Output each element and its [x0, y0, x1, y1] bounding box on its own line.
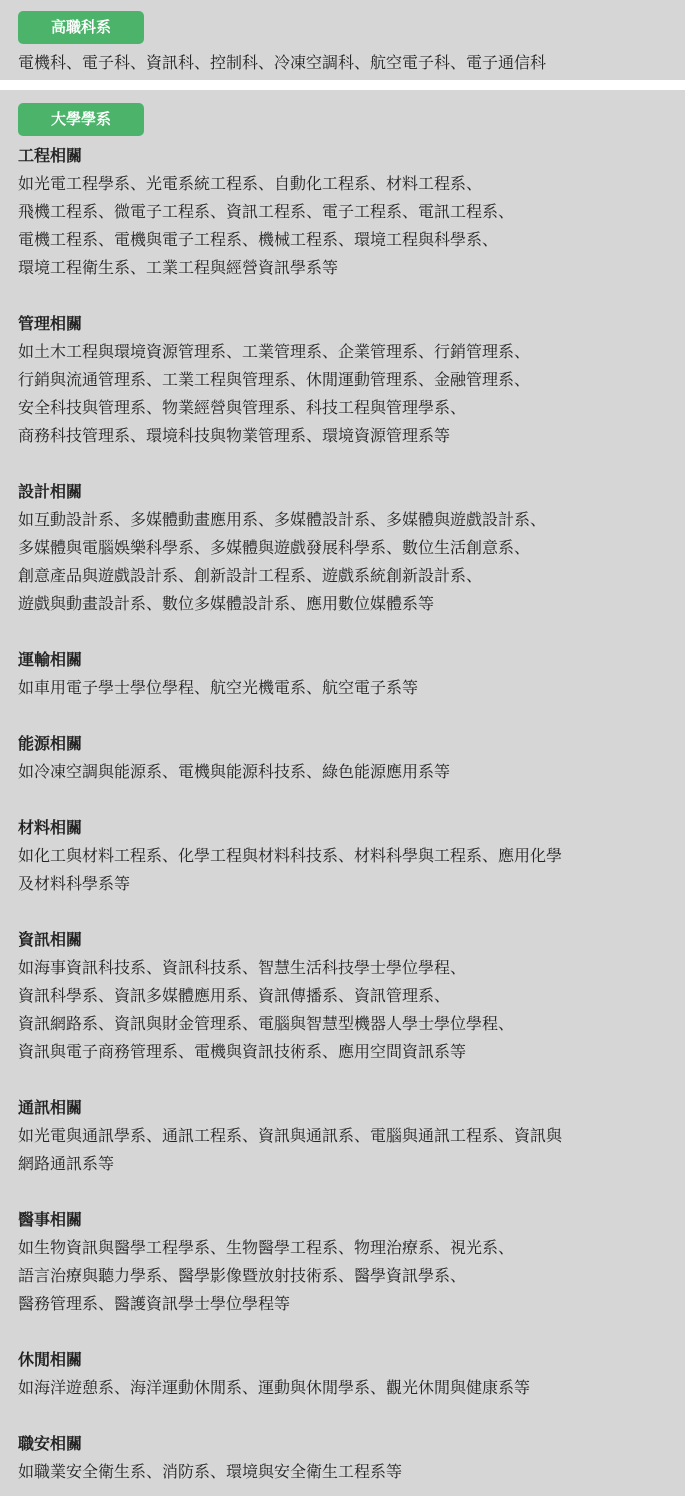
section-line: 如生物資訊與醫學工程學系、生物醫學工程系、物理治療系、視光系、: [18, 1238, 515, 1257]
section-title: 醫事相關: [18, 1210, 83, 1229]
department-section: [18, 478, 675, 618]
department-section: [18, 1430, 675, 1486]
section-title: 設計相關: [18, 482, 83, 501]
department-section: [18, 926, 675, 1066]
section-line: 安全科技與管理系、物業經營與管理系、科技工程與管理學系、: [18, 398, 467, 417]
vocational-departments-text: 電機科、電子科、資訊科、控制科、冷凍空調科、航空電子科、電子通信科: [18, 53, 547, 72]
section-line: 如土木工程與環境資源管理系、工業管理系、企業管理系、行銷管理系、: [18, 342, 531, 361]
section-line: 如海洋遊憩系、海洋運動休閒系、運動與休閒學系、觀光休閒與健康系等: [18, 1378, 531, 1397]
department-section: [18, 730, 675, 786]
department-section: [18, 1206, 675, 1318]
section-line: 如互動設計系、多媒體動畫應用系、多媒體設計系、多媒體與遊戲設計系、: [18, 510, 547, 529]
section-line: 電機工程系、電機與電子工程系、機械工程系、環境工程與科學系、: [18, 230, 499, 249]
section-title: 能源相關: [18, 734, 83, 753]
section-title: 材料相關: [18, 818, 83, 837]
section-line: 環境工程衛生系、工業工程與經營資訊學系等: [18, 258, 339, 277]
section-line: 資訊與電子商務管理系、電機與資訊技術系、應用空間資訊系等: [18, 1042, 467, 1061]
university-sections: [18, 142, 675, 1486]
department-section: [18, 1094, 675, 1178]
section-line: 商務科技管理系、環境科技與物業管理系、環境資源管理系等: [18, 426, 451, 445]
section-line: 如車用電子學士學位學程、航空光機電系、航空電子系等: [18, 678, 419, 697]
section-line: 網路通訊系等: [18, 1154, 115, 1173]
section-line: 及材料科學系等: [18, 874, 131, 893]
section-line: 如化工與材料工程系、化學工程與材料科技系、材料科學與工程系、應用化學: [18, 846, 563, 865]
vocational-badge: 高職科系: [18, 11, 144, 44]
section-title: 工程相關: [18, 146, 83, 165]
section-title: 資訊相關: [18, 930, 83, 949]
section-line: 飛機工程系、微電子工程系、資訊工程系、電子工程系、電訊工程系、: [18, 202, 515, 221]
section-line: 如光電工程學系、光電系統工程系、自動化工程系、材料工程系、: [18, 174, 483, 193]
section-line: 資訊網路系、資訊與財金管理系、電腦與智慧型機器人學士學位學程、: [18, 1014, 515, 1033]
university-badge: 大學學系: [18, 103, 144, 136]
department-section: [18, 142, 675, 282]
section-line: 語言治療與聽力學系、醫學影像暨放射技術系、醫學資訊學系、: [18, 1266, 467, 1285]
section-line: 多媒體與電腦娛樂科學系、多媒體與遊戲發展科學系、數位生活創意系、: [18, 538, 531, 557]
vocational-panel: [0, 0, 685, 80]
section-line: 如海事資訊科技系、資訊科技系、智慧生活科技學士學位學程、: [18, 958, 467, 977]
section-line: 遊戲與動畫設計系、數位多媒體設計系、應用數位媒體系等: [18, 594, 435, 613]
section-title: 運輸相關: [18, 650, 83, 669]
department-section: [18, 814, 675, 898]
university-panel: [0, 90, 685, 1496]
section-line: 如光電與通訊學系、通訊工程系、資訊與通訊系、電腦與通訊工程系、資訊與: [18, 1126, 563, 1145]
section-line: 醫務管理系、醫護資訊學士學位學程等: [18, 1294, 291, 1313]
department-section: [18, 1346, 675, 1402]
section-line: 如冷凍空調與能源系、電機與能源科技系、綠色能源應用系等: [18, 762, 451, 781]
section-title: 管理相關: [18, 314, 83, 333]
department-section: [18, 310, 675, 450]
section-title: 通訊相關: [18, 1098, 83, 1117]
section-line: 如職業安全衛生系、消防系、環境與安全衛生工程系等: [18, 1462, 403, 1481]
section-title: 職安相關: [18, 1434, 83, 1453]
department-section: [18, 646, 675, 702]
section-line: 資訊科學系、資訊多媒體應用系、資訊傳播系、資訊管理系、: [18, 986, 451, 1005]
section-line: 行銷與流通管理系、工業工程與管理系、休閒運動管理系、金融管理系、: [18, 370, 531, 389]
section-title: 休閒相關: [18, 1350, 83, 1369]
section-line: 創意產品與遊戲設計系、創新設計工程系、遊戲系統創新設計系、: [18, 566, 483, 585]
